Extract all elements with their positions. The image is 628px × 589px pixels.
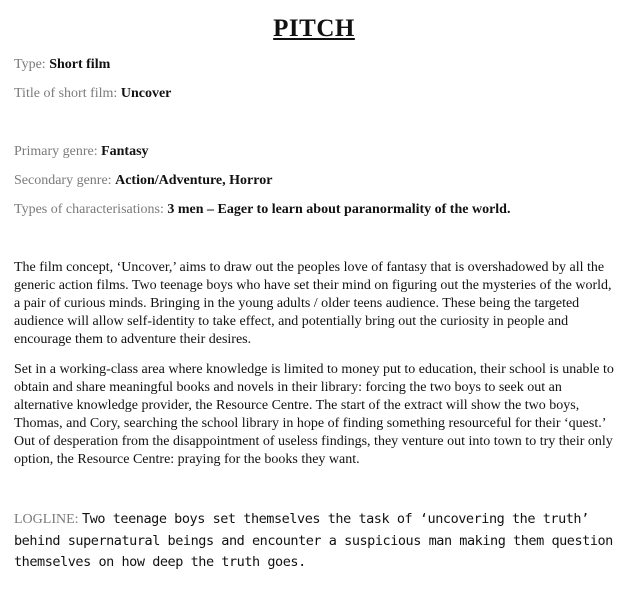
type-value: Short film: [49, 57, 111, 72]
primary-genre-field: [14, 143, 149, 161]
type-label: Type:: [14, 57, 50, 72]
primary-genre-label: Primary genre:: [14, 144, 102, 159]
characterisations-value: 3 men – Eager to learn about paranormality of the world.: [167, 202, 511, 217]
setting-paragraph: Set in a working-class area where knowledge is limited to money put to education, their school is unable to obtain and share meaningful books and novels in their library: forcing the two boys to seek out an alternative knowledge provider, the Resource Centre. The start of the extract will show the two boys, Thomas, and Cory, searching the school library in hope of finding something resourceful for their ‘quest.’ Out of desperation from the disappointment of useless findings, they venture out into town to try their only option, the Resource Centre: praying for the books they want.: [14, 362, 614, 467]
secondary-genre-field: [14, 172, 272, 190]
secondary-genre-value: Action/Adventure, Horror: [115, 173, 273, 188]
page-title: PITCH: [273, 15, 355, 42]
characterisations-label: Types of characterisations:: [14, 202, 168, 217]
short-film-title-field: [14, 85, 171, 103]
logline-text: Two teenage boys set themselves the task of ‘uncovering the truth’ behind supernatural beings and encounter a suspicious man making them question themselves on how deep the truth goes.: [14, 511, 613, 570]
primary-genre-value: Fantasy: [101, 144, 149, 159]
concept-paragraph: The film concept, ‘Uncover,’ aims to draw out the peoples love of fantasy that is overshadowed by all the generic action films. Two teenage boys who have set their mind on figuring out the mysteries of the world, a pair of curious minds. Bringing in the young adults / older teens audience. These being the targeted audience will allow self-identity to take effect, and potentially bring out the curiosity in people and encourage them to adventure their desires.: [14, 260, 612, 347]
short-film-title-value: Uncover: [120, 86, 172, 101]
short-film-title-label: Title of short film:: [14, 86, 121, 101]
type-field: [14, 56, 110, 74]
logline-label: LOGLINE:: [14, 512, 83, 527]
characterisations-field: [14, 201, 510, 219]
logline-section: [14, 509, 624, 574]
secondary-genre-label: Secondary genre:: [14, 173, 116, 188]
